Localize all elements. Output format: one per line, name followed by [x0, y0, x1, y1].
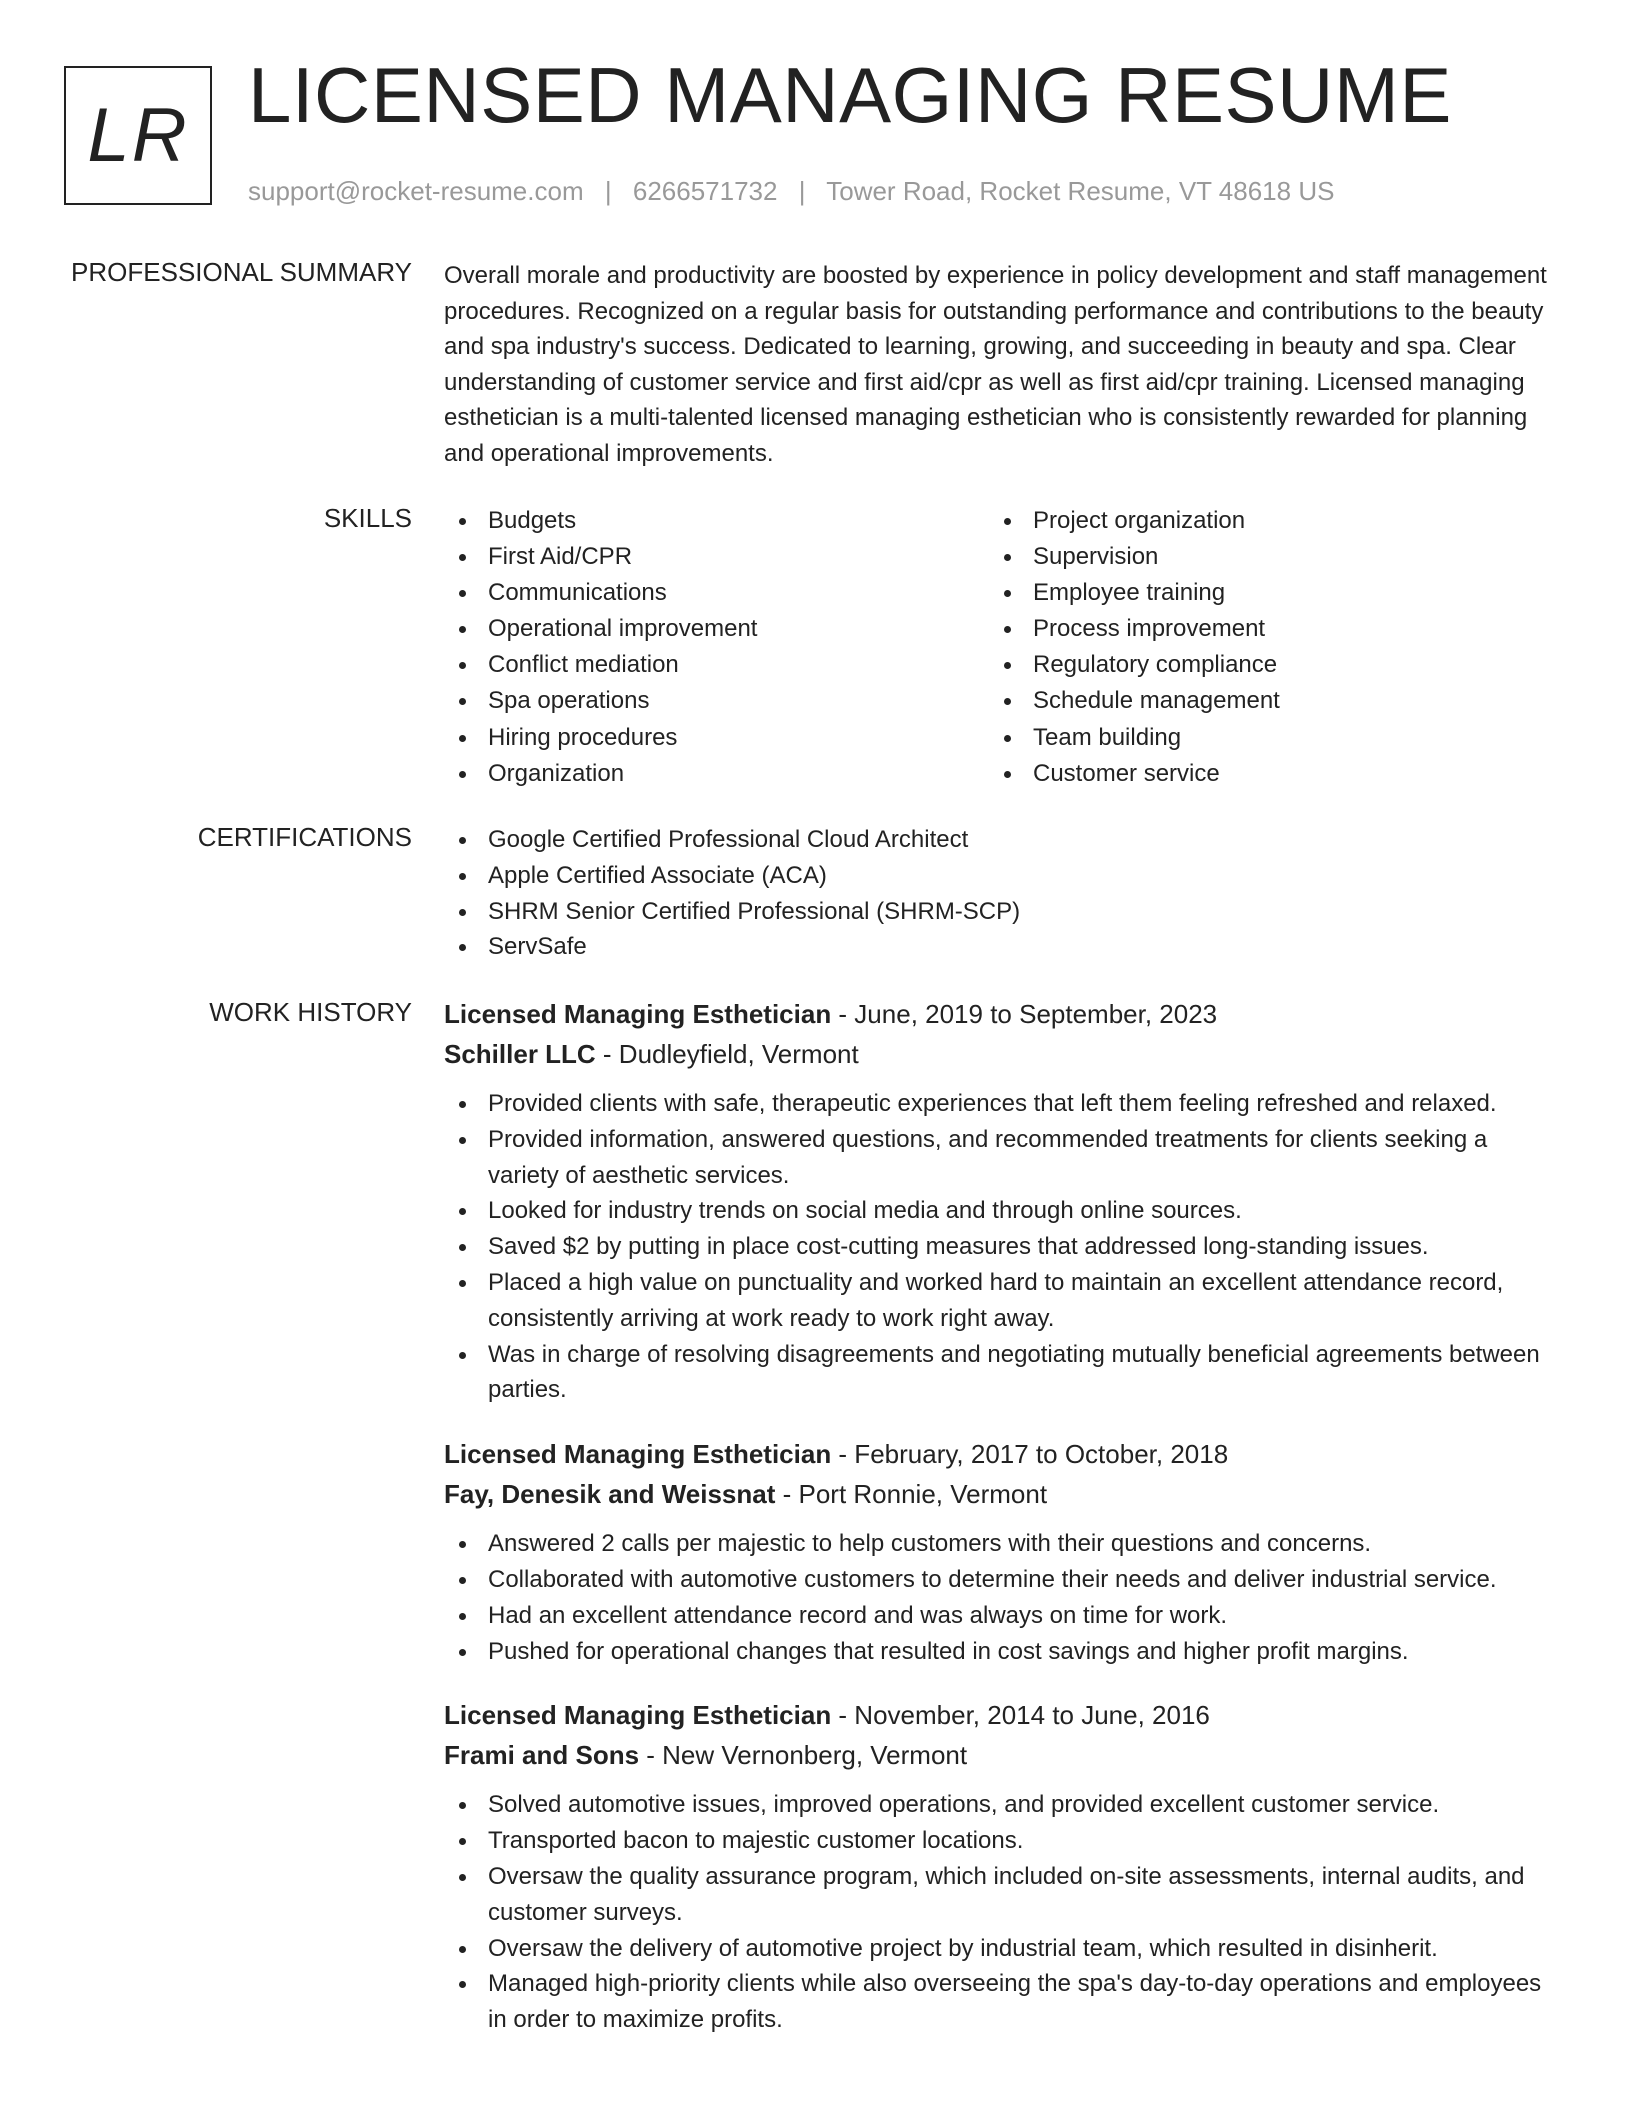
job-bullet: Collaborated with automotive customers to determine their needs and deliver industrial service.: [444, 1562, 1564, 1598]
job-bullet: Provided information, answered questions, and recommended treatments for clients seeking a variety of aesthetic services.: [444, 1122, 1564, 1194]
job-bullets: [444, 1526, 1564, 1669]
job-company: Frami and Sons: [444, 1740, 640, 1771]
skill-item: Employee training: [989, 575, 1534, 611]
job-entry: [444, 1695, 1564, 2038]
skills-column-right: [989, 503, 1534, 792]
job-title-line: [444, 1695, 1564, 1735]
job-dates: - June, 2019 to September, 2023: [831, 999, 1218, 1029]
job-title-line: [444, 1434, 1564, 1474]
certification-item: Google Certified Professional Cloud Architect: [444, 822, 1564, 858]
skill-item: Conflict mediation: [444, 647, 989, 683]
job-title: Licensed Managing Esthetician: [444, 999, 832, 1029]
job-company: Schiller LLC: [444, 1039, 596, 1069]
skill-item: Regulatory compliance: [989, 647, 1534, 683]
job-bullet: Provided clients with safe, therapeutic experiences that left them feeling refreshed and relaxed.: [444, 1086, 1564, 1122]
monogram-logo: [64, 66, 212, 205]
job-bullet: Answered 2 calls per majestic to help customers with their questions and concerns.: [444, 1526, 1564, 1562]
contact-email: support@rocket-resume.com: [248, 176, 584, 206]
job-location: - Dudleyfield, Vermont: [595, 1039, 859, 1069]
job-entry: [444, 1434, 1564, 1669]
job-bullet: Was in charge of resolving disagreements and negotiating mutually beneficial agreements between parties.: [444, 1337, 1564, 1409]
contact-address: Tower Road, Rocket Resume, VT 48618 US: [826, 176, 1335, 206]
job-bullet: Placed a high value on punctuality and worked hard to maintain an excellent attendance record, consistently arriving at work ready to work right away.: [444, 1265, 1564, 1337]
job-bullets: [444, 1086, 1564, 1408]
certification-item: SHRM Senior Certified Professional (SHRM-SCP): [444, 894, 1564, 930]
job-bullet: Saved $2 by putting in place cost-cutting measures that addressed long-standing issues.: [444, 1229, 1564, 1265]
contact-phone: 6266571732: [632, 176, 778, 206]
skills-column-left: [444, 503, 989, 792]
job-title: Licensed Managing Esthetician: [444, 1700, 832, 1731]
skill-item: Organization: [444, 756, 989, 792]
certification-item: Apple Certified Associate (ACA): [444, 858, 1564, 894]
skill-item: Budgets: [444, 503, 989, 539]
skill-item: First Aid/CPR: [444, 539, 989, 575]
skill-item: Schedule management: [989, 683, 1534, 719]
job-bullets: [444, 1787, 1564, 2038]
skill-item: Team building: [989, 720, 1534, 756]
job-title-line: [444, 994, 1564, 1034]
job-dates: - November, 2014 to June, 2016: [831, 1700, 1210, 1731]
certifications-heading: CERTIFICATIONS: [197, 822, 412, 852]
job-bullet: Managed high-priority clients while also overseeing the spa's day-to-day operations and employees in order to maximize profits.: [444, 1966, 1564, 2038]
work-history-heading: WORK HISTORY: [209, 997, 412, 1027]
contact-separator: |: [798, 176, 806, 206]
work-history-list: [444, 994, 1564, 2064]
certifications-list: [444, 822, 1564, 965]
job-company-line: [444, 1735, 1564, 1775]
job-bullet: Looked for industry trends on social media and through online sources.: [444, 1193, 1564, 1229]
job-bullet: Transported bacon to majestic customer locations.: [444, 1823, 1564, 1859]
job-company: Fay, Denesik and Weissnat: [444, 1479, 776, 1510]
contact-separator: |: [604, 176, 612, 206]
job-bullet: Pushed for operational changes that resulted in cost savings and higher profit margins.: [444, 1634, 1564, 1670]
skills-list: [444, 503, 1564, 792]
job-location: - New Vernonberg, Vermont: [639, 1740, 968, 1771]
skill-item: Process improvement: [989, 611, 1534, 647]
job-bullet: Solved automotive issues, improved operations, and provided excellent customer service.: [444, 1787, 1564, 1823]
skill-item: Hiring procedures: [444, 720, 989, 756]
monogram-text: LR: [87, 93, 189, 178]
job-company-line: [444, 1474, 1564, 1514]
skill-item: Supervision: [989, 539, 1534, 575]
job-entry: [444, 994, 1564, 1408]
skill-item: Operational improvement: [444, 611, 989, 647]
job-bullet: Oversaw the delivery of automotive project by industrial team, which resulted in disinherit.: [444, 1931, 1564, 1967]
job-bullet: Had an excellent attendance record and was always on time for work.: [444, 1598, 1564, 1634]
skill-item: Customer service: [989, 756, 1534, 792]
summary-text: Overall morale and productivity are boosted by experience in policy development and staff management procedures. Recognized on a regular basis for outstanding performance and contributions to the beauty and spa industry's success. Dedicated to learning, growing, and succeeding in beauty and spa. Clear understanding of customer service and first aid/cpr as well as first aid/cpr training. Licensed managing esthetician is a multi-talented licensed managing esthetician who is consistently rewarded for planning and operational improvements.: [444, 262, 1547, 467]
summary-heading: PROFESSIONAL SUMMARY: [71, 257, 412, 287]
resume-title: LICENSED MANAGING RESUME: [248, 51, 1452, 139]
skill-item: Spa operations: [444, 683, 989, 719]
skills-heading: SKILLS: [323, 503, 412, 533]
job-dates: - February, 2017 to October, 2018: [831, 1439, 1229, 1470]
job-company-line: [444, 1034, 1564, 1074]
contact-line: [248, 176, 1334, 207]
job-title: Licensed Managing Esthetician: [444, 1439, 832, 1470]
skill-item: Project organization: [989, 503, 1534, 539]
job-location: - Port Ronnie, Vermont: [775, 1479, 1048, 1510]
certification-item: ServSafe: [444, 929, 1564, 965]
skill-item: Communications: [444, 575, 989, 611]
job-bullet: Oversaw the quality assurance program, which included on-site assessments, internal audits, and customer surveys.: [444, 1859, 1564, 1931]
